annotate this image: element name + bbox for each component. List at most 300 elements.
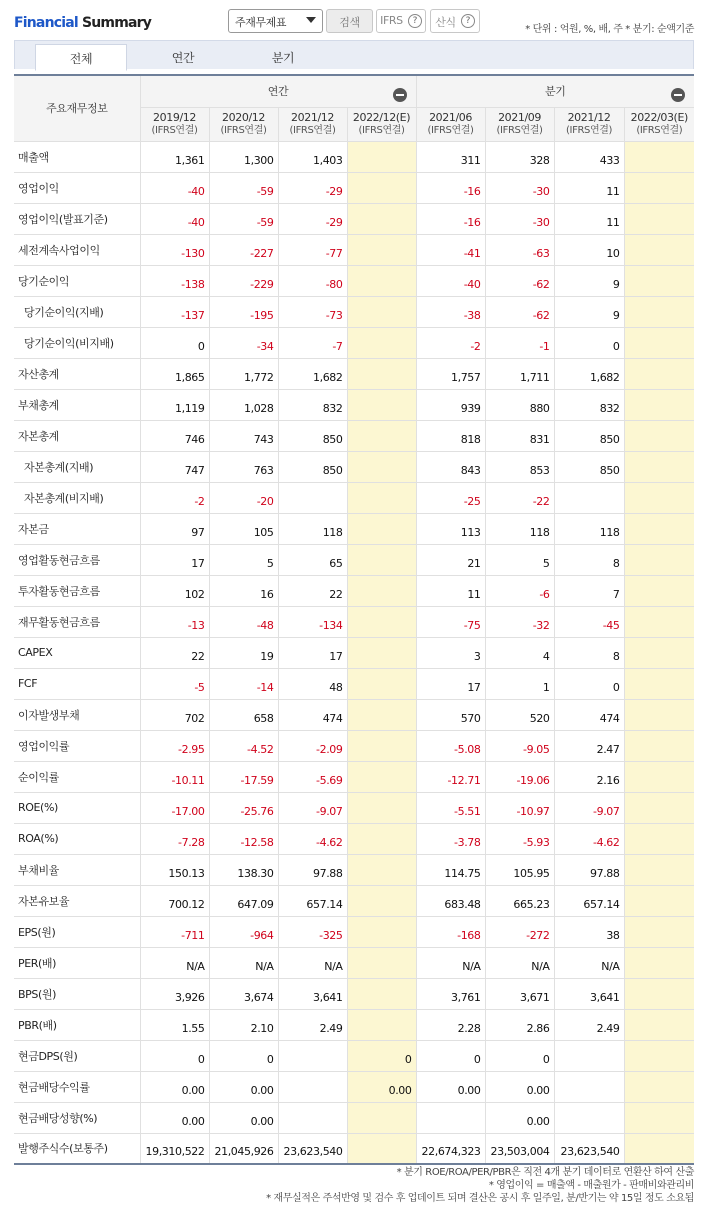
- table-cell: 657.14: [554, 885, 624, 916]
- financial-summary-table: [14, 74, 694, 1165]
- table-cell: -4.62: [554, 823, 624, 854]
- table-cell: -19.06: [485, 761, 554, 792]
- table-cell: 520: [485, 699, 554, 730]
- question-icon: ?: [461, 14, 475, 28]
- table-cell: [347, 978, 416, 1009]
- table-cell: 97: [140, 513, 209, 544]
- table-cell: 2.49: [554, 1009, 624, 1040]
- table-cell: -29: [278, 172, 347, 203]
- table-cell: [347, 265, 416, 296]
- table-cell: 0.00: [485, 1071, 554, 1102]
- title-financial: Financial: [14, 15, 78, 31]
- table-row: [14, 823, 694, 854]
- table-cell: 474: [278, 699, 347, 730]
- table-cell: 17: [416, 668, 485, 699]
- table-cell: [624, 1040, 694, 1071]
- table-cell: 850: [554, 420, 624, 451]
- row-label: 영업이익: [14, 172, 140, 203]
- table-cell: [624, 1071, 694, 1102]
- table-cell: [624, 637, 694, 668]
- table-cell: -75: [416, 606, 485, 637]
- table-cell: -12.58: [209, 823, 278, 854]
- table-cell: 9: [554, 296, 624, 327]
- tab-all[interactable]: 전체: [35, 44, 127, 71]
- table-cell: 647.09: [209, 885, 278, 916]
- table-cell: -137: [140, 296, 209, 327]
- table-cell: -5.93: [485, 823, 554, 854]
- table-cell: 853: [485, 451, 554, 482]
- table-row: [14, 1133, 694, 1164]
- table-cell: 1,865: [140, 358, 209, 389]
- table-cell: -16: [416, 172, 485, 203]
- table-cell: -32: [485, 606, 554, 637]
- table-cell: [624, 1009, 694, 1040]
- table-cell: -272: [485, 916, 554, 947]
- column-basis: (IFRS연결): [151, 125, 198, 136]
- table-row: [14, 544, 694, 575]
- table-cell: -48: [209, 606, 278, 637]
- row-label: 당기순이익(지배): [14, 296, 140, 327]
- formula-label: 산식: [435, 16, 456, 29]
- table-cell: [624, 699, 694, 730]
- table-row: [14, 234, 694, 265]
- table-row: [14, 265, 694, 296]
- table-cell: 38: [554, 916, 624, 947]
- table-cell: [347, 1133, 416, 1164]
- column-header: [485, 107, 554, 141]
- table-cell: -964: [209, 916, 278, 947]
- table-cell: -325: [278, 916, 347, 947]
- table-row: [14, 947, 694, 978]
- row-label: 자본금: [14, 513, 140, 544]
- table-cell: [624, 761, 694, 792]
- table-cell: [347, 327, 416, 358]
- table-cell: [347, 792, 416, 823]
- table-row: [14, 296, 694, 327]
- row-label: 세전계속사업이익: [14, 234, 140, 265]
- table-row: [14, 203, 694, 234]
- table-cell: 746: [140, 420, 209, 451]
- table-cell: 21,045,926: [209, 1133, 278, 1164]
- table-cell: 1,119: [140, 389, 209, 420]
- table-cell: [624, 172, 694, 203]
- table-cell: [347, 730, 416, 761]
- quarter-group-label: 분기: [545, 85, 566, 99]
- table-cell: 1.55: [140, 1009, 209, 1040]
- table-cell: [624, 513, 694, 544]
- column-period: 2021/12: [567, 111, 611, 124]
- table-cell: -4.62: [278, 823, 347, 854]
- column-header: [209, 107, 278, 141]
- table-cell: [624, 978, 694, 1009]
- table-cell: -40: [140, 203, 209, 234]
- table-cell: [554, 1040, 624, 1071]
- table-cell: -62: [485, 296, 554, 327]
- table-cell: 114.75: [416, 854, 485, 885]
- column-basis: (IFRS연결): [496, 125, 543, 136]
- table-cell: 3,671: [485, 978, 554, 1009]
- column-period: 2020/12: [222, 111, 265, 124]
- table-cell: [624, 482, 694, 513]
- table-cell: [278, 1071, 347, 1102]
- table-cell: [347, 172, 416, 203]
- table-cell: 1,300: [209, 141, 278, 172]
- table-cell: 702: [140, 699, 209, 730]
- table-cell: 850: [554, 451, 624, 482]
- table-row: [14, 389, 694, 420]
- table-cell: -40: [140, 172, 209, 203]
- tab-quarter[interactable]: 분기: [271, 51, 295, 65]
- table-cell: [624, 1102, 694, 1133]
- table-cell: -38: [416, 296, 485, 327]
- table-cell: [624, 575, 694, 606]
- table-cell: [347, 761, 416, 792]
- table-cell: 1,772: [209, 358, 278, 389]
- table-cell: 0: [416, 1040, 485, 1071]
- table-cell: [554, 1071, 624, 1102]
- table-cell: [347, 668, 416, 699]
- table-body: [14, 141, 694, 1164]
- row-label: 매출액: [14, 141, 140, 172]
- table-row: [14, 1102, 694, 1133]
- table-cell: 433: [554, 141, 624, 172]
- table-row: [14, 1071, 694, 1102]
- table-cell: -41: [416, 234, 485, 265]
- table-cell: 747: [140, 451, 209, 482]
- table-cell: [347, 544, 416, 575]
- column-basis: (IFRS연결): [636, 125, 683, 136]
- table-cell: 8: [554, 544, 624, 575]
- table-cell: [347, 420, 416, 451]
- table-cell: -9.05: [485, 730, 554, 761]
- table-cell: [624, 544, 694, 575]
- table-cell: [624, 606, 694, 637]
- table-cell: -229: [209, 265, 278, 296]
- table-cell: -29: [278, 203, 347, 234]
- table-cell: 763: [209, 451, 278, 482]
- table-row: [14, 916, 694, 947]
- table-row: [14, 699, 694, 730]
- column-period: 2022/03(E): [630, 111, 688, 124]
- table-cell: -73: [278, 296, 347, 327]
- table-cell: 17: [278, 637, 347, 668]
- table-cell: -6: [485, 575, 554, 606]
- column-period: 2021/12: [291, 111, 334, 124]
- table-cell: [347, 575, 416, 606]
- table-cell: [624, 420, 694, 451]
- table-cell: 1,028: [209, 389, 278, 420]
- row-label: EPS(원): [14, 916, 140, 947]
- table-row: [14, 451, 694, 482]
- ifrs-label: IFRS: [380, 14, 403, 27]
- table-cell: 3: [416, 637, 485, 668]
- column-header: [554, 107, 624, 141]
- table-cell: 0.00: [140, 1071, 209, 1102]
- table-cell: 8: [554, 637, 624, 668]
- table-cell: -30: [485, 172, 554, 203]
- table-cell: -14: [209, 668, 278, 699]
- table-cell: 0.00: [485, 1102, 554, 1133]
- table-cell: -59: [209, 203, 278, 234]
- table-cell: 880: [485, 389, 554, 420]
- table-cell: 1,682: [278, 358, 347, 389]
- table-cell: -2: [416, 327, 485, 358]
- table-cell: 0: [554, 668, 624, 699]
- row-label: 영업이익률: [14, 730, 140, 761]
- table-cell: [624, 885, 694, 916]
- column-period: 2022/12(E): [352, 111, 411, 124]
- table-cell: 0: [347, 1040, 416, 1071]
- table-cell: 22,674,323: [416, 1133, 485, 1164]
- table-cell: -17.59: [209, 761, 278, 792]
- table-row: [14, 606, 694, 637]
- table-cell: -7: [278, 327, 347, 358]
- statement-type-select[interactable]: [228, 9, 323, 33]
- table-cell: [624, 730, 694, 761]
- table-cell: [347, 141, 416, 172]
- table-cell: 105.95: [485, 854, 554, 885]
- table-cell: 0: [485, 1040, 554, 1071]
- table-cell: 97.88: [554, 854, 624, 885]
- table-cell: -134: [278, 606, 347, 637]
- row-label: 현금배당성향(%): [14, 1102, 140, 1133]
- table-cell: 700.12: [140, 885, 209, 916]
- table-cell: [278, 1102, 347, 1133]
- collapse-quarter-icon[interactable]: [671, 88, 685, 102]
- table-row: [14, 730, 694, 761]
- table-cell: 1: [485, 668, 554, 699]
- label-header: 주요재무정보: [14, 75, 140, 141]
- table-cell: 113: [416, 513, 485, 544]
- table-cell: 21: [416, 544, 485, 575]
- table-cell: 10: [554, 234, 624, 265]
- table-cell: [347, 234, 416, 265]
- table-cell: 0: [554, 327, 624, 358]
- table-cell: [347, 885, 416, 916]
- table-cell: 832: [554, 389, 624, 420]
- table-cell: 22: [278, 575, 347, 606]
- table-cell: 2.49: [278, 1009, 347, 1040]
- table-cell: 0: [209, 1040, 278, 1071]
- table-cell: -22: [485, 482, 554, 513]
- table-cell: 105: [209, 513, 278, 544]
- table-row: [14, 327, 694, 358]
- table-cell: [624, 234, 694, 265]
- row-label: 당기순이익(비지배): [14, 327, 140, 358]
- table-cell: [347, 513, 416, 544]
- table-cell: 328: [485, 141, 554, 172]
- row-label: 자본총계(비지배): [14, 482, 140, 513]
- table-cell: [347, 823, 416, 854]
- top-bar: [0, 0, 704, 40]
- column-basis: (IFRS연결): [358, 125, 405, 136]
- table-row: [14, 761, 694, 792]
- table-row: [14, 1009, 694, 1040]
- table-cell: 4: [485, 637, 554, 668]
- row-label: PBR(배): [14, 1009, 140, 1040]
- row-label: 영업활동현금흐름: [14, 544, 140, 575]
- row-label: 자본총계(지배): [14, 451, 140, 482]
- table-cell: 23,623,540: [554, 1133, 624, 1164]
- table-cell: -2: [140, 482, 209, 513]
- table-cell: N/A: [140, 947, 209, 978]
- table-cell: -227: [209, 234, 278, 265]
- chevron-down-icon: [306, 17, 316, 23]
- table-cell: 138.30: [209, 854, 278, 885]
- table-row: [14, 358, 694, 389]
- table-cell: [624, 823, 694, 854]
- table-row: [14, 141, 694, 172]
- column-header: [624, 107, 694, 141]
- table-cell: 2.16: [554, 761, 624, 792]
- column-basis: (IFRS연결): [220, 125, 267, 136]
- table-cell: [624, 947, 694, 978]
- table-cell: N/A: [209, 947, 278, 978]
- table-cell: [347, 203, 416, 234]
- period-tabs: [14, 40, 694, 69]
- table-cell: 1,711: [485, 358, 554, 389]
- question-icon: ?: [408, 14, 422, 28]
- table-cell: [624, 296, 694, 327]
- table-cell: 683.48: [416, 885, 485, 916]
- table-row: [14, 854, 694, 885]
- table-cell: 658: [209, 699, 278, 730]
- table-cell: 102: [140, 575, 209, 606]
- table-cell: 474: [554, 699, 624, 730]
- table-cell: [347, 606, 416, 637]
- table-cell: 657.14: [278, 885, 347, 916]
- table-cell: [416, 1102, 485, 1133]
- table-row: [14, 420, 694, 451]
- table-cell: -5: [140, 668, 209, 699]
- table-cell: 0.00: [209, 1071, 278, 1102]
- formula-help-button[interactable]: [430, 9, 480, 33]
- table-cell: N/A: [416, 947, 485, 978]
- table-cell: -1: [485, 327, 554, 358]
- table-cell: -711: [140, 916, 209, 947]
- table-cell: [624, 358, 694, 389]
- table-cell: 850: [278, 420, 347, 451]
- table-cell: 16: [209, 575, 278, 606]
- row-label: 투자활동현금흐름: [14, 575, 140, 606]
- table-cell: -195: [209, 296, 278, 327]
- ifrs-help-button[interactable]: [376, 9, 426, 33]
- table-cell: 2.86: [485, 1009, 554, 1040]
- row-label: 순이익률: [14, 761, 140, 792]
- tab-annual[interactable]: 연간: [171, 51, 195, 65]
- row-label: 부채총계: [14, 389, 140, 420]
- row-label: ROA(%): [14, 823, 140, 854]
- row-label: PER(배): [14, 947, 140, 978]
- column-period: 2019/12: [153, 111, 196, 124]
- table-cell: -40: [416, 265, 485, 296]
- table-cell: 2.47: [554, 730, 624, 761]
- table-cell: 3,641: [554, 978, 624, 1009]
- table-cell: 3,674: [209, 978, 278, 1009]
- table-cell: [624, 451, 694, 482]
- search-button[interactable]: 검색: [326, 9, 373, 33]
- table-cell: -80: [278, 265, 347, 296]
- table-cell: [278, 1040, 347, 1071]
- table-cell: [624, 203, 694, 234]
- table-cell: 23,503,004: [485, 1133, 554, 1164]
- row-label: 이자발생부채: [14, 699, 140, 730]
- table-cell: -168: [416, 916, 485, 947]
- table-cell: [624, 916, 694, 947]
- table-cell: 97.88: [278, 854, 347, 885]
- table-cell: -10.97: [485, 792, 554, 823]
- table-cell: 1,757: [416, 358, 485, 389]
- table-cell: [347, 1009, 416, 1040]
- table-cell: N/A: [485, 947, 554, 978]
- table-cell: 11: [554, 172, 624, 203]
- table-cell: 48: [278, 668, 347, 699]
- table-cell: 2.28: [416, 1009, 485, 1040]
- table-cell: 9: [554, 265, 624, 296]
- table-row: [14, 482, 694, 513]
- column-basis: (IFRS연결): [427, 125, 474, 136]
- table-cell: -16: [416, 203, 485, 234]
- table-cell: -30: [485, 203, 554, 234]
- table-cell: -5.51: [416, 792, 485, 823]
- table-cell: [554, 482, 624, 513]
- column-header: [140, 107, 209, 141]
- table-cell: 3,926: [140, 978, 209, 1009]
- table-row: [14, 885, 694, 916]
- column-basis: (IFRS연결): [566, 125, 612, 136]
- table-cell: [347, 389, 416, 420]
- table-cell: -63: [485, 234, 554, 265]
- row-label: 자산총계: [14, 358, 140, 389]
- table-row: [14, 513, 694, 544]
- collapse-annual-icon[interactable]: [393, 88, 407, 102]
- table-row: [14, 172, 694, 203]
- table-cell: 3,641: [278, 978, 347, 1009]
- table-cell: 0: [140, 1040, 209, 1071]
- table-cell: 311: [416, 141, 485, 172]
- table-cell: N/A: [278, 947, 347, 978]
- table-cell: 832: [278, 389, 347, 420]
- table-cell: [347, 637, 416, 668]
- table-cell: [624, 141, 694, 172]
- row-label: 자본유보율: [14, 885, 140, 916]
- table-cell: [624, 854, 694, 885]
- table-cell: [278, 482, 347, 513]
- column-header: [347, 107, 416, 141]
- table-cell: 11: [554, 203, 624, 234]
- title-summary: Summary: [81, 15, 152, 31]
- table-cell: 118: [554, 513, 624, 544]
- row-label: 부채비율: [14, 854, 140, 885]
- footnotes: [266, 1166, 694, 1205]
- table-cell: [624, 265, 694, 296]
- row-label: CAPEX: [14, 637, 140, 668]
- table-cell: [624, 668, 694, 699]
- table-cell: 22: [140, 637, 209, 668]
- table-cell: [347, 358, 416, 389]
- table-cell: 150.13: [140, 854, 209, 885]
- table-cell: 65: [278, 544, 347, 575]
- table-cell: -17.00: [140, 792, 209, 823]
- table-cell: 19: [209, 637, 278, 668]
- page-title: [14, 15, 151, 31]
- annual-group-label: 연간: [267, 85, 289, 99]
- table-cell: 0.00: [140, 1102, 209, 1133]
- table-cell: 570: [416, 699, 485, 730]
- table-row: [14, 792, 694, 823]
- annual-group-header: [140, 75, 416, 107]
- unit-note: * 단위 : 억원, %, 배, 주 * 분기: 순액기준: [525, 24, 694, 35]
